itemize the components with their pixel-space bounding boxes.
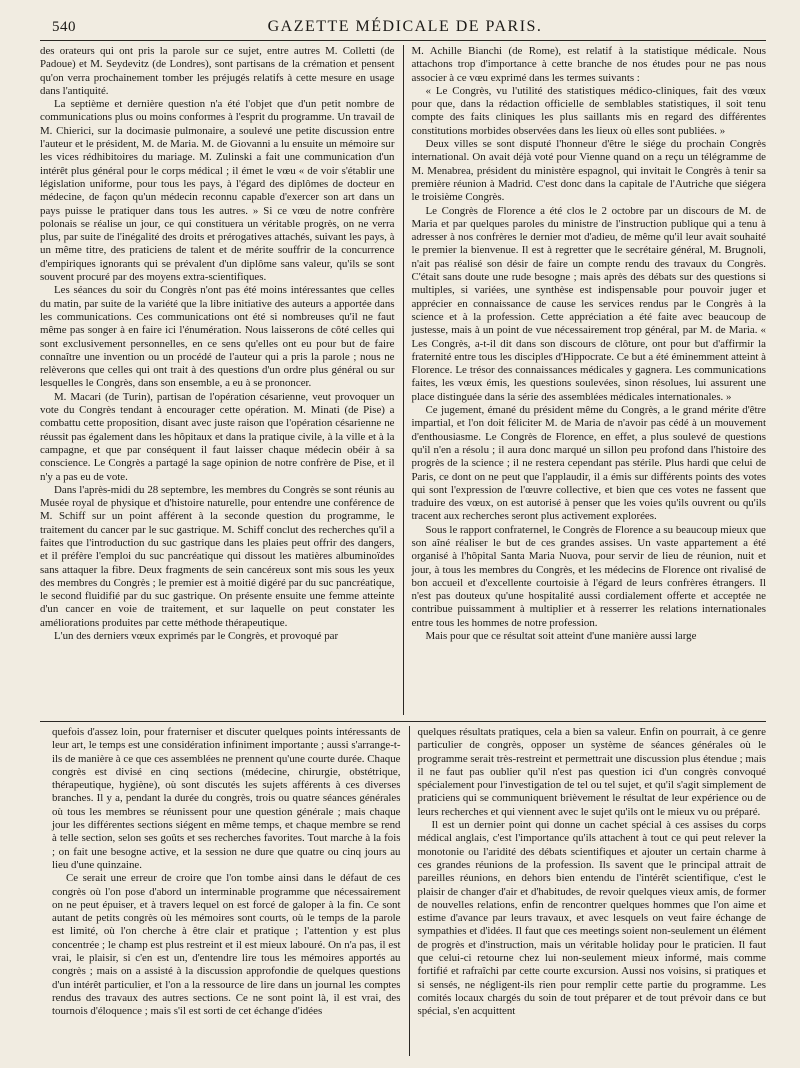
- upper-left-column: [40, 45, 404, 715]
- paragraph: Les séances du soir du Congrès n'ont pas été moins intéressantes que celles du matin, par suite de la variété que la libre initiative des auteurs a apportée dans les communications. Ces communications ont été si nombreuses qu'il ne faut même pas songer à en faire ici l'énumération. Nous laisserons de côté celles qui sont exclusivement personnelles, en ce sens qu'elles ont eu pour but de faire connaître une invention ou un procédé de l'auteur qui a pris la parole ; nous ne relèverons que celles qui ont trait à des questions d'un ordre plus général ou sur lesquelles le Congrès, dans son ensemble, a eu à se prononcer.: [40, 284, 395, 390]
- upper-right-column: [404, 45, 767, 715]
- paragraph: Le Congrès de Florence a été clos le 2 octobre par un discours de M. de Maria et par quelques paroles du ministre de l'instruction publique qui a tenu à adresser à nos confrères le dernier mot d'adieu, de même qu'il leur avait souhaité le premier la bienvenue. Il est à regretter que le secrétaire général, M. Brugnoli, n'ait pas réalisé son désir de faire un compte rendu des travaux du Congrès. C'était sans doute une rude besogne ; mais après des débats sur des questions si multiples, si variées, une synthèse est indispensable pour pouvoir juger et apprécier en connaissance de cause les services rendus par le Congrès à la science et à la profession. Cette appréciation a été faite avec beaucoup de justesse, mais à un point de vue nécessairement trop général, par M. de Maria. « Les Congrès, a-t-il dit dans son discours de clôture, ont pour but d'affirmir la fraternité entre tous les disciples d'Hippocrate. Ce but a été éminemment atteint à Florence. Le trésor des connaissances médicales y gagnera. Les communications faites, les vœux émis, les questions soulevées, sinon résolues, lui assurent une place distinguée dans la série des assemblées médicales internationales. »: [411, 204, 766, 403]
- paragraph: L'un des derniers vœux exprimés par le Congrès, et provoqué par: [54, 630, 339, 643]
- page-number: 540: [52, 19, 76, 35]
- paragraph: Il est un dernier point qui donne un cachet spécial à ces assises du corps médical anglais, c'est l'importance qu'ils attachent à tout ce qui peut relever la monotonie ou l'aridité des débats scientifiques et ajouter un certain charme à ces grandes réunions de la profession. Ils savent que le principal attrait de pareilles réunions, en dehors bien entendu de l'intérêt scientifique, c'est le plaisir de changer d'air et d'habitudes, de revoir quelques vieux amis, de former de nouvelles relations, enfin de rencontrer quelques hommes que l'on aime et estime d'avance par leurs travaux, et avec lesquels on veut faire échange de sympathies et d'idées. Il faut que ces meetings soient non-seulement un élément de progrès et d'instruction, mais un véritable holiday pour le praticien. Il faut que celui-ci retourne chez lui non-seulement mieux informé, mais comme fortifié et rafraîchi par cette courte excursion. Aussi nos voisins, si pratiques et si sensés, ne négligent-ils rien pour remplir cette partie du programme. Les comités locaux chargés du soin de tout préparer et de tout prévoir dans ce but spécial, s'en acquittent: [417, 819, 766, 1018]
- lower-left-column: [40, 726, 410, 1056]
- quoted-resolution: « Le Congrès, vu l'utilité des statistiques médico-cliniques, fait des vœux pour que, dans la rédaction officielle de semblables statistiques, il soit tenu compte des faits cliniques les plus saillants mis en regard des différentes constitutions morbides observées dans les lieux où elles sont publiées. »: [411, 84, 766, 137]
- paragraph: Mais pour que ce résultat soit atteint d'une manière aussi large: [425, 630, 697, 643]
- lower-right-column: [410, 726, 767, 1056]
- paragraph: Ce jugement, émané du président même du Congrès, a le grand mérite d'être impartial, et l'on doit féliciter M. de Maria de n'avoir pas cédé à un mouvement d'enthousiasme. Le Congrès de Florence, en effet, a plus soulevé de questions qu'il n'en a résolu ; il aura donc marqué un sillon peu profond dans l'histoire des progrès de la science ; il ne restera cependant pas stérile. Plus hardi que celui de Paris, ce dont on ne peut que l'applaudir, il a émis sur différents points des votes qui sont l'expression de l'œuvre collective, et bien que ces votes ne fassent que traduire des vœux, on est autorisé à penser que les voies qu'ils ouvrent ou qu'ils tracent aux recherches seront plus activement explorées.: [411, 404, 766, 523]
- paragraph: Deux villes se sont disputé l'honneur d'être le siége du prochain Congrès international. On avait déjà voté pour Vienne quand on a reçu un télégramme de M. Menabrea, président du ministère espagnol, qui invitait le Congrès à tenir sa première réunion à Madrid. C'est donc dans la capitale de l'Autriche que siégera le troisième Congrès.: [411, 138, 766, 204]
- paragraph: M. Macari (de Turin), partisan de l'opération césarienne, veut provoquer un vote du Congrès tendant à encourager cette opération. M. Minati (de Pise) a combattu cette proposition, disant avec juste raison que l'opération césarienne ne réussit pas également dans les hôpitaux et dans la pratique civile, à la ville et à la campagne, et que par conséquent il faut laisser chaque médecin obéir à sa conscience. Le Congrès a partagé la sage opinion de notre confrère de Pise, et il n'y a pas eu de vote.: [40, 390, 395, 483]
- page-header: [40, 18, 766, 41]
- paragraph: Sous le rapport confraternel, le Congrès de Florence a su beaucoup mieux que son aîné réaliser le but de ces grandes assises. Un vaste appartement a été organisé à l'hôpital Santa Maria Nuova, pour servir de lieu de réunion, nuit et jour, à tous les membres du Congrès, et les médecins de Florence ont rivalisé de bon accueil et d'excellente courtoisie à l'égard de leurs confrères étrangers. Il n'est pas douteux qu'une hospitalité aussi cordialement offerte et acceptée ne contribue puissamment à multiplier et à resserrer les relations internationales entre tous les hommes de notre profession.: [411, 523, 766, 629]
- journal-title: GAZETTE MÉDICALE DE PARIS.: [267, 18, 543, 35]
- paragraph: M. Achille Bianchi (de Rome), est relatif à la statistique médicale. Nous attachons trop d'importance à cette branche de nos études pour ne pas nous associer à ce vœu exprimé dans les termes suivants :: [411, 45, 766, 84]
- paragraph: quelques résultats pratiques, cela a bien sa valeur. Enfin on pourrait, à ce genre particulier de congrès, opposer un système de séances générales où le programme serait très-restreint et permettrait une discussion plus étendue ; mais il ne faut pas oublier qu'il n'est pas question ici d'un congrès convoqué spécialement pour l'investigation de tel ou tel sujet, et qu'il s'agit simplement de praticiens qui se communiquent brièvement le résultat de leur expérience ou de leurs recherches et qui viennent avec le sujet qu'ils ont le mieux vu ou préparé.: [417, 726, 766, 818]
- section-divider: [40, 721, 766, 722]
- paragraph: Dans l'après-midi du 28 septembre, les membres du Congrès se sont réunis au Musée royal de physique et d'histoire naturelle, pour entendre une conférence de M. Schiff sur un point afférent à la seconde question du programme, le traitement du cancer par le suc gastrique. M. Schiff conclut des recherches qu'il a faites que l'introduction du suc gastrique dans les plaies peut offrir des dangers, et il préfère l'emploi du suc pancréatique qui dissout les matières albuminoïdes sans attaquer la fibre. Deux fragments de sein cancéreux sont mis sous les yeux des membres du Congrès ; le premier est à moitié digéré par du suc pancréatique, le second fluidifié par du suc gastrique. On présente ensuite une femme atteinte d'un cancer en voie de traitement, et sur laquelle on peut constater les améliorations produites par cette méthode thérapeutique.: [40, 483, 395, 629]
- paragraph: quefois d'assez loin, pour fraterniser et discuter quelques points intéressants de leur art, le temps est une considération infiniment importante ; aussi s'arrange-t-ils de manière à ce que ces assemblées ne prennent qu'une courte durée. Chaque congrès est divisé en cinq sections (médecine, chirurgie, obstétrique, thérapeutique, hygiène), où sont discutés les sujets afférents à ces diverses branches. Il y a, pendant la durée du congrès, trois ou quatre séances générales où tous les membres se réunissent pour une question générale ; mais chaque jour les différentes sections siégent en même temps, et chaque membre se rend à telle section, selon ses goûts et ses recherches favorites. Tout marche à la fois ; on fait une besogne active, et la session ne dure que quatre ou cinq jours au lieu d'une quinzaine.: [52, 726, 401, 871]
- upper-article: [40, 45, 766, 715]
- paragraph: La septième et dernière question n'a été l'objet que d'un petit nombre de communications plus ou moins conformes à l'esprit du programme. Un travail de M. Chierici, sur la docimasie pulmonaire, a soulevé une petite discussion entre l'auteur et le président, M. de Maria. M. de Giovanni a lu ensuite un mémoire sur les vices rédhibitoires du mariage. M. Zulinski a fait une communication d'un intérêt plus général pour le corps médical ; il émet le vœu « de voir s'établir une législation uniforme, pour tous les pays, à l'égard des diplômes de docteur en médecine, de façon qu'un médecin reconnu capable d'exercer son art dans un pays puisse le pratiquer dans tous les autres. » Si ce vœu de notre confrère polonais se réalise un jour, ce qui constituera un véritable progrès, on ne verra plus, par suite de l'inégalité des droits et prérogatives attachés, suivant les pays, à un même titre, des praticiens de talent et de mérite souffrir de la concurrence d'empiriques ignorants qui se prévalent d'un diplôme sans valeur, qu'ils se sont souvent procuré par des moyens extra-scientifiques.: [40, 98, 395, 284]
- lower-article: [40, 726, 766, 1056]
- paragraph: des orateurs qui ont pris la parole sur ce sujet, entre autres M. Colletti (de Padoue) et M. Seydevitz (de Londres), sont partisans de la crémation et pensent qu'on verra prochainement tomber les préjugés relatifs à cette mesure en usage dans l'antiquité.: [40, 45, 395, 97]
- paragraph: Ce serait une erreur de croire que l'on tombe ainsi dans le défaut de ces congrès où l'on pose d'abord un interminable programme que nécessairement on ne peut épuiser, et à travers lequel on est forcé de galoper à la fin. Ce sont autant de petits congrès où les mémoires sont courts, où le temps de la parole est limité, où l'on cherche à être clair et pratique ; l'attention y est plus concentrée ; le champ est plus restreint et il est mieux labouré. On n'a pas, il est vrai, le plaisir, si c'en est un, d'entendre lire tous les mémoires apportés au congrès ; mais on a assisté à la discussion approfondie de quelques questions d'un intérêt particulier, et l'on a la ressource de lire dans un journal les comptes rendus des travaux des autres sections. Ce ne sont point là, il est vrai, des tournois d'éloquence ; mais s'il est sorti de cet échange d'idées: [52, 872, 401, 1018]
